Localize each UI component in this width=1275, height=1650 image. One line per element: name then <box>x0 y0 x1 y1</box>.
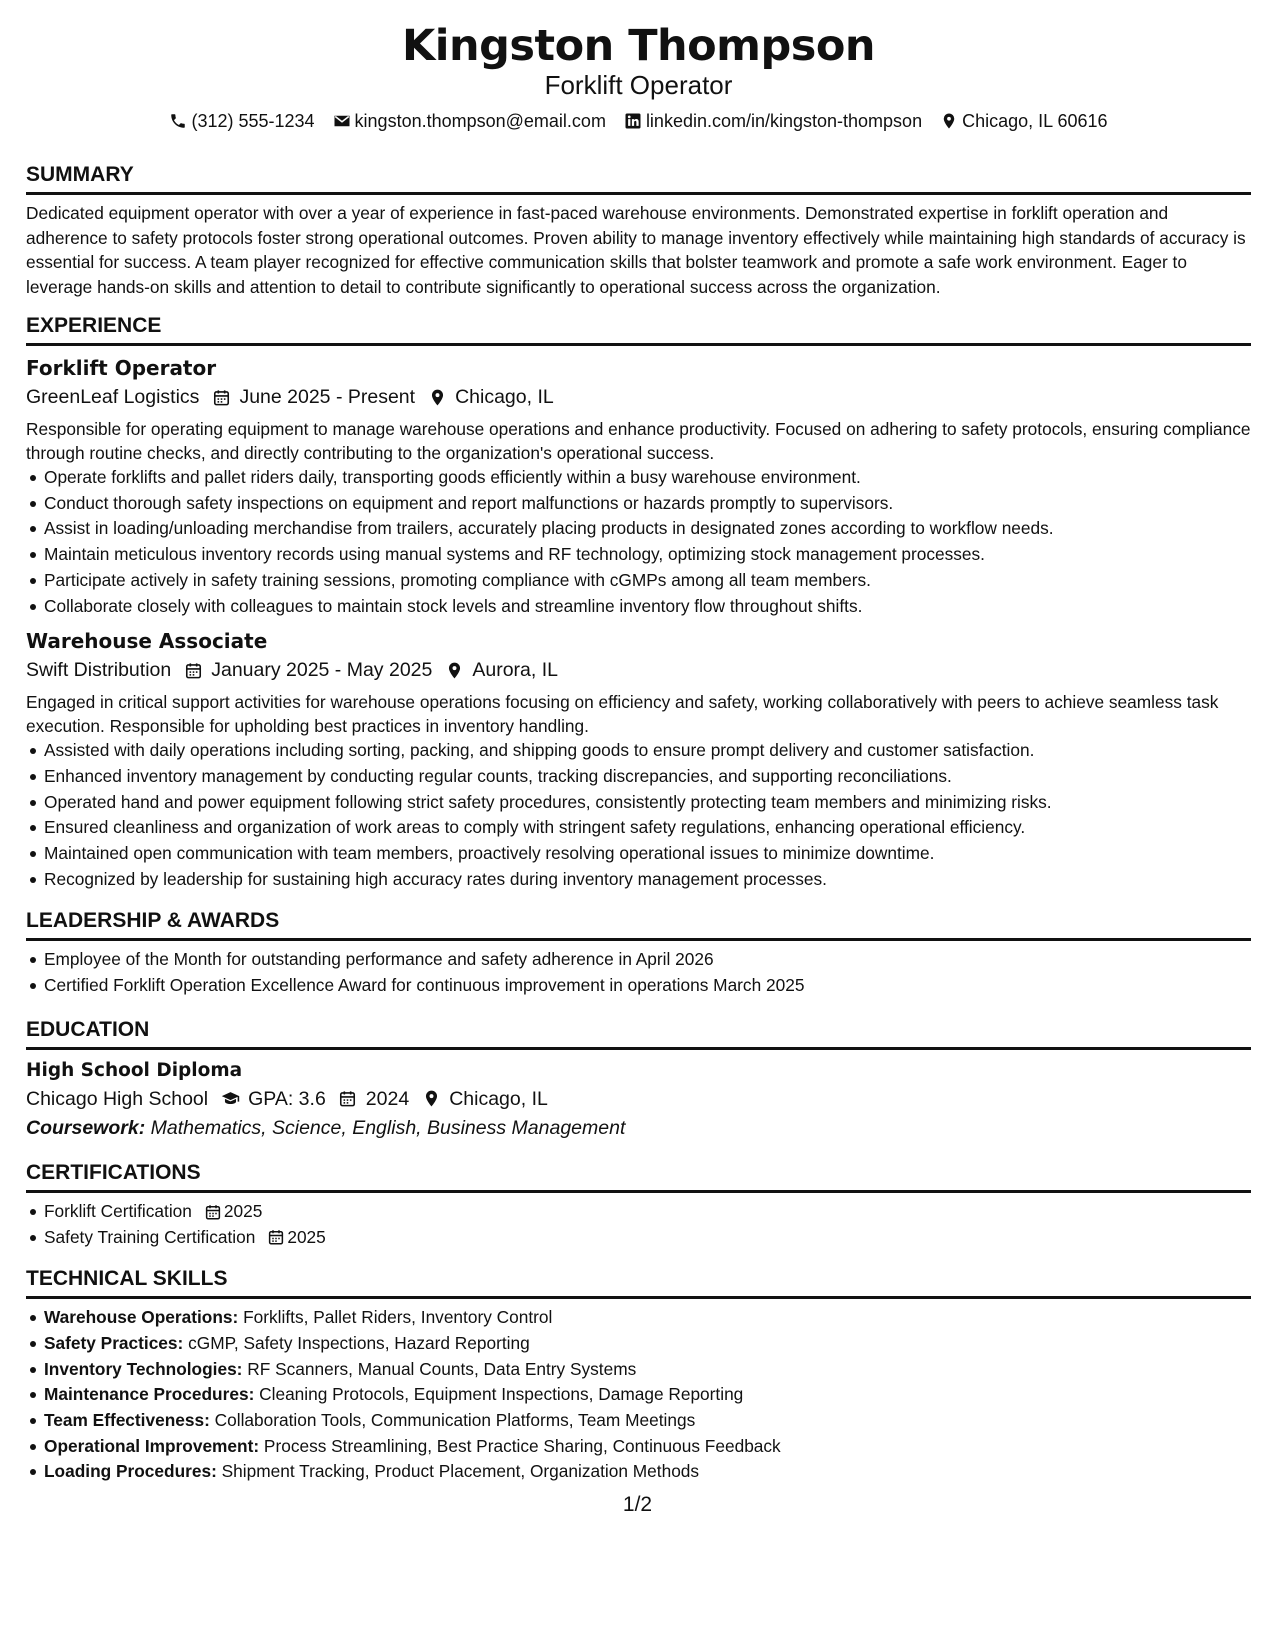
list-item: Operated hand and power equipment following strict safety procedures, consistently protecting team members and minimizing risks. <box>44 790 1251 816</box>
certifications-list <box>26 1199 1251 1250</box>
calendar-icon <box>338 1089 358 1109</box>
skill-category: Inventory Technologies: <box>44 1358 243 1379</box>
gpa-text: GPA: 3.6 <box>248 1087 326 1110</box>
school-name: Chicago High School <box>26 1087 209 1110</box>
skill-category: Loading Procedures: <box>44 1461 217 1482</box>
calendar-icon <box>267 1228 285 1246</box>
awards-section <box>26 908 1251 998</box>
contact-email[interactable] <box>333 108 606 134</box>
contact-linkedin[interactable] <box>624 108 922 134</box>
section-heading: LEADERSHIP & AWARDS <box>26 908 1251 941</box>
map-pin-icon <box>940 112 958 130</box>
list-item <box>44 1434 1251 1460</box>
company-name: GreenLeaf Logistics <box>26 386 200 408</box>
list-item: Recognized by leadership for sustaining high accuracy rates during inventory management processes. <box>44 867 1251 893</box>
list-item <box>44 1459 1251 1485</box>
certification-row <box>44 1225 1251 1251</box>
contact-bar <box>26 108 1251 134</box>
job-entry <box>26 627 1251 892</box>
list-item: Enhanced inventory management by conducting regular counts, tracking discrepancies, and supporting reconciliations. <box>44 764 1251 790</box>
list-item <box>44 1382 1251 1408</box>
school-location: Chicago, IL <box>449 1087 548 1110</box>
skill-values: Cleaning Protocols, Equipment Inspections, Damage Reporting <box>259 1384 744 1405</box>
skill-values: Forklifts, Pallet Riders, Inventory Control <box>243 1307 553 1328</box>
job-title: Forklift Operator <box>26 356 217 380</box>
list-item: Maintained open communication with team members, proactively resolving operational issues to minimize downtime. <box>44 841 1251 867</box>
certifications-section <box>26 1160 1251 1250</box>
job-title: Warehouse Associate <box>26 629 268 654</box>
resume-page <box>26 20 1251 1485</box>
certification-row <box>44 1199 1251 1225</box>
skill-category: Warehouse Operations: <box>44 1307 239 1328</box>
phone-text: (312) 555-1234 <box>191 111 315 131</box>
coursework <box>26 1114 1251 1142</box>
list-item: Operate forklifts and pallet riders daily, transporting goods efficiently within a busy warehouse environment. <box>44 465 1251 491</box>
calendar-icon <box>204 1203 222 1221</box>
list-item <box>44 1357 1251 1383</box>
section-heading: EXPERIENCE <box>26 313 1251 346</box>
skills-list <box>26 1305 1251 1485</box>
job-bullets <box>26 465 1251 619</box>
contact-phone <box>169 108 314 134</box>
list-item: Conduct thorough safety inspections on equipment and report malfunctions or hazards promptly to supervisors. <box>44 491 1251 517</box>
candidate-name: Kingston Thompson <box>401 21 876 71</box>
section-heading: TECHNICAL SKILLS <box>26 1266 1251 1299</box>
list-item: Collaborate closely with colleagues to maintain stock levels and streamline inventory flow throughout shifts. <box>44 594 1251 620</box>
calendar-icon <box>183 660 203 680</box>
map-pin-icon <box>421 1089 441 1109</box>
calendar-icon <box>211 387 231 407</box>
skill-values: Process Streamlining, Best Practice Sharing, Continuous Feedback <box>263 1435 781 1456</box>
list-item: Participate actively in safety training sessions, promoting compliance with cGMPs among all team members. <box>44 568 1251 594</box>
degree-name: High School Diploma <box>26 1059 243 1081</box>
job-dates: June 2025 - Present <box>239 386 416 408</box>
experience-section <box>26 313 1251 892</box>
summary-section <box>26 162 1251 299</box>
skill-category: Team Effectiveness: <box>44 1410 210 1431</box>
location-text: Chicago, IL 60616 <box>962 111 1108 131</box>
skill-category: Safety Practices: <box>44 1332 184 1353</box>
list-item: Employee of the Month for outstanding performance and safety adherence in April 2026 <box>44 947 1251 973</box>
list-item <box>44 1408 1251 1434</box>
education-section <box>26 1017 1251 1142</box>
job-description: Responsible for operating equipment to manage warehouse operations and enhance productivity. Focused on adhering to safety protocols, ensuring compliance through routine checks, and directly contributing to the organization's operational success. <box>26 419 1251 463</box>
graduation-cap-icon <box>220 1089 240 1109</box>
job-entry <box>26 354 1251 619</box>
skill-values: Collaboration Tools, Communication Platforms, Team Meetings <box>214 1410 696 1431</box>
list-item <box>44 1225 1251 1251</box>
list-item: Assisted with daily operations including sorting, packing, and shipping goods to ensure prompt delivery and customer satisfaction. <box>44 738 1251 764</box>
list-item: Certified Forklift Operation Excellence Award for continuous improvement in operations March 2025 <box>44 973 1251 999</box>
job-meta <box>26 382 1251 412</box>
graduation-year: 2024 <box>365 1087 410 1110</box>
list-item <box>44 1305 1251 1331</box>
list-item: Ensured cleanliness and organization of work areas to comply with stringent safety regulations, enhancing operational efficiency. <box>44 815 1251 841</box>
candidate-title: Forklift Operator <box>544 70 733 100</box>
list-item: Maintain meticulous inventory records using manual systems and RF technology, optimizing stock management processes. <box>44 542 1251 568</box>
skill-category: Operational Improvement: <box>44 1435 260 1456</box>
awards-list <box>26 947 1251 998</box>
list-item <box>44 1331 1251 1357</box>
summary-text: Dedicated equipment operator with over a year of experience in fast-paced warehouse environments. Demonstrated expertise in forklift operation and adherence to safety protocols foster strong operational outcomes. Proven ability to manage inventory effectively while maintaining high standards of accuracy is essential for success. A team player recognized for effective communication skills that bolster teamwork and promote a safe work environment. Eager to leverage hands-on skills and attention to detail to contribute significantly to operational success across the organization. <box>26 203 1246 297</box>
certification-year: 2025 <box>223 1200 263 1221</box>
section-heading: SUMMARY <box>26 162 1251 195</box>
job-dates: January 2025 - May 2025 <box>211 659 433 682</box>
job-meta <box>26 655 1251 685</box>
linkedin-text: linkedin.com/in/kingston-thompson <box>645 111 923 131</box>
skill-values: Shipment Tracking, Product Placement, Organization Methods <box>221 1461 700 1482</box>
list-item <box>44 1199 1251 1225</box>
email-text: kingston.thompson@email.com <box>354 111 606 131</box>
page-number: 1/2 <box>622 1493 653 1516</box>
certification-name: Forklift Certification <box>44 1200 192 1221</box>
phone-icon <box>169 112 187 130</box>
skills-section <box>26 1266 1251 1485</box>
job-location: Chicago, IL <box>455 386 554 408</box>
job-bullets <box>26 738 1251 892</box>
certification-name: Safety Training Certification <box>44 1226 256 1247</box>
education-meta <box>26 1084 1251 1114</box>
skill-values: cGMP, Safety Inspections, Hazard Reporting <box>188 1332 530 1353</box>
coursework-text: Mathematics, Science, English, Business Management <box>150 1116 626 1139</box>
linkedin-icon <box>624 112 642 130</box>
certification-year: 2025 <box>287 1226 326 1247</box>
skill-values: RF Scanners, Manual Counts, Data Entry Systems <box>247 1358 637 1379</box>
map-pin-icon <box>427 387 447 407</box>
contact-location <box>940 108 1107 134</box>
coursework-label: Coursework: <box>26 1116 146 1139</box>
list-item: Assist in loading/unloading merchandise from trailers, accurately placing products in designated zones according to workflow needs. <box>44 516 1251 542</box>
section-heading: EDUCATION <box>26 1017 1251 1050</box>
map-pin-icon <box>444 660 464 680</box>
skill-category: Maintenance Procedures: <box>44 1384 255 1405</box>
envelope-icon <box>333 112 351 130</box>
job-location: Aurora, IL <box>472 659 558 682</box>
company-name: Swift Distribution <box>26 659 172 682</box>
section-heading: CERTIFICATIONS <box>26 1160 1251 1193</box>
job-description: Engaged in critical support activities for warehouse operations focusing on efficiency and safety, working collaboratively with peers to achieve seamless task execution. Responsible for upholding best practices in inventory handling. <box>26 692 1219 736</box>
